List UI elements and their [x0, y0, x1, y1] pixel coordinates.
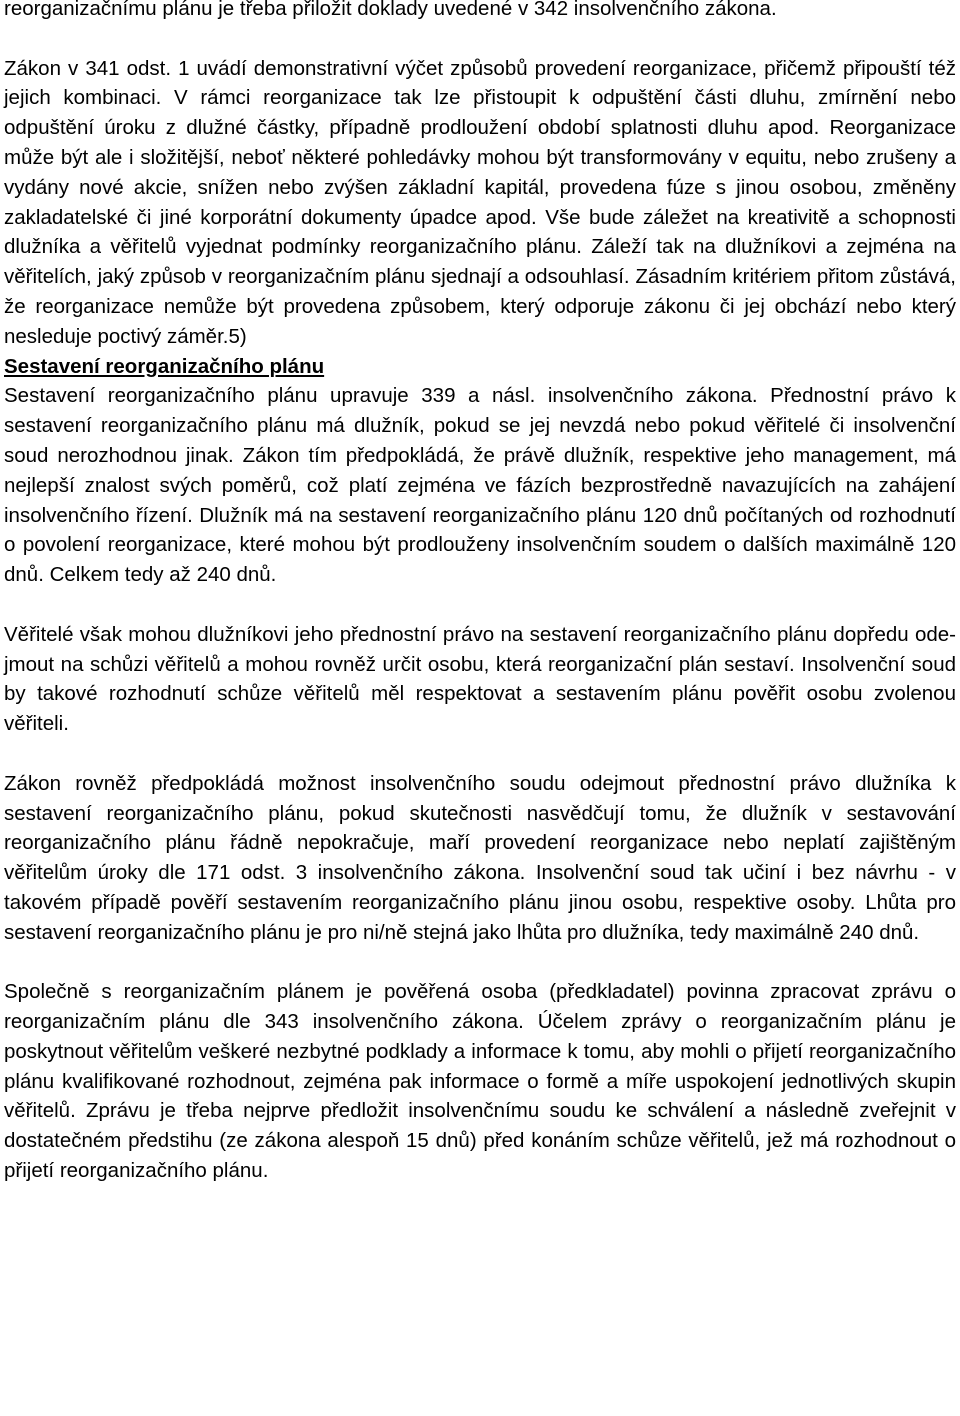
section-heading: Sestavení reorganizačního plánu — [4, 354, 325, 378]
paragraph-court-withdrawal: Zákon rovněž předpokládá možnost insolvenčního soudu odejmout přednostní právo dlužníka k sestavení reorganizačního plánu, pokud skutečnosti nasvědčují tomu, že dlužník v sestavování reorganizačního plánu řádně nepokračuje, maří provedení reorganizace nebo neplatí zajištěným věřitelům úroky dle 171 odst. 3 insolvenčního zákona. Insolvenční soud tak učiní i bez návrhu - v takovém případě pověří sestavením reorganizačního plánu jinou osobu, respektive osoby. Lhůta pro sestavení reorganizačního plánu je pro ni/ně stejná jako lhůta pro dlužníka, tedy maximálně 240 dnů. — [4, 771, 956, 944]
paragraph-plan-report: Společně s reorganizačním plánem je pověřená osoba (předkladatel) povinna zpracovat zprávu o reorganizačním plánu dle 343 insolvenčního zákona. Účelem zprávy o reorganizačním plánu je poskytnout věřitelům veškeré nezbytné podklady a informace k tomu, aby mohli o přijetí reorganizačního plánu kvalifikované rozhodnout, zejména pak informace o formě a míře uspokojení jednotlivých skupin věřitelů. Zprávu je třeba nejprve předložit insolvenčnímu soudu ke schválení a následně zveřejnit v dostatečném předstihu (ze zákona alespoň 15 dnů) před konáním schůze věřitelů, jež má rozhodnout o přijetí reorganizačního plánu. — [4, 980, 956, 1183]
paragraph-plan-drafting: Sestavení reorganizačního plánu upravuje 339 a násl. insolvenčního zákona. Přednostní právo k sestavení reorganizačního plánu má dlužník, pokud se jej nevzdá nebo pokud věřitelé či insolvenční soud nerozhodnou jinak. Zákon tím předpokládá, že právě dlužník, respektive jeho management, má nejlepší znalost svých poměrů, což platí zejména ve fázích bezprostředně navazujících na zahájení insolvenčního řízení. Dlužník má na sestavení reorganizačního plánu 120 dnů počítaných od rozhodnutí o povolení reorganizace, které mohou být prodlouženy insolvenčním soudem o dalších maximálně 120 dnů. Celkem tedy až 240 dnů. — [4, 384, 956, 587]
paragraph-creditors-right: Věřitelé však mohou dlužníkovi jeho přednostní právo na sestavení reorganizačního plánu dopředu ode-jmout na schůzi věřitelů a mohou rovněž určit osobu, která reorganizační plán sestaví. Insolvenční soud by takové rozhodnutí schůze věřitelů měl respektovat a sestavením plánu pověřit osobu zvolenou věřiteli. — [4, 622, 956, 736]
paragraph-continuation: reorganizačnímu plánu je třeba přiložit doklady uvedené v 342 insolvenčního zákona. — [4, 0, 777, 20]
paragraph-reorganization-methods: Zákon v 341 odst. 1 uvádí demonstrativní výčet způsobů provedení reorganizace, přičemž připouští též jejich kombinaci. V rámci reorganizace tak lze přistoupit k odpuštění části dluhu, zmírnění nebo odpuštění úroku z dlužné částky, případně prodloužení období splatnosti dluhu apod. Reorganizace může být ale i složitější, neboť některé pohledávky mohou být transformovány v equitu, nebo zrušeny a vydány nové akcie, snížen nebo zvýšen základní kapitál, provedena fúze s jinou osobou, změněny zakladatelské či jiné korporátní dokumenty úpadce apod. Vše bude záležet na kreativitě a schopnosti dlužníka a věřitelů vyjednat podmínky reorganizačního plánu. Záleží tak na dlužníkovi a zejména na věřitelích, jaký způsob v reorganizačním plánu sjednají a odsouhlasí. Zásadním kritériem přitom zůstává, že reorganizace nemůže být provedena způsobem, který odporuje zákonu či jej obchází nebo který nesleduje poctivý záměr.5) — [4, 56, 956, 348]
document-page — [4, 0, 956, 1186]
